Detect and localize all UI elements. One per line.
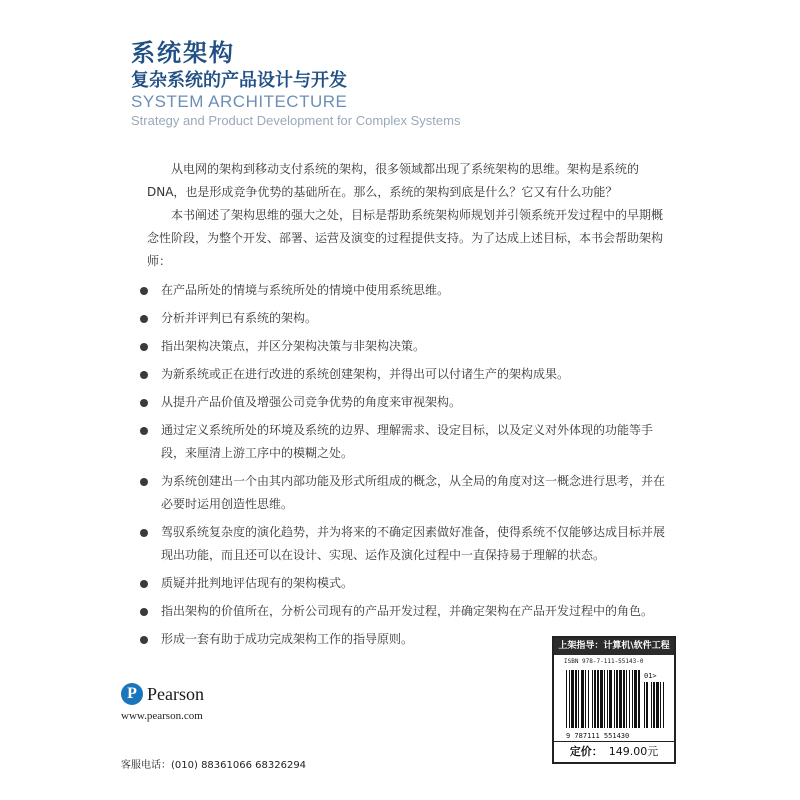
pearson-mark-icon: P	[121, 683, 143, 705]
barcode-bar	[632, 670, 633, 728]
barcode-bar	[569, 670, 570, 728]
goals-list	[135, 279, 667, 651]
list-item: 为系统创建出一个由其内部功能及形式所组成的概念，从全局的角度对这一概念进行思考，并在必要时运用创造性思维。	[135, 470, 667, 516]
barcode-bar	[566, 670, 567, 728]
bullet-icon	[140, 427, 148, 435]
intro-paragraph-2: 本书阐述了架构思维的强大之处，目标是帮助系统架构师规划并引领系统开发过程中的早期概念性阶段，为整个开发、部署、运营及演变的过程提供支持。为了达成上述目标，本书会帮助架构师：	[147, 208, 664, 268]
barcode-addon-bar	[651, 682, 652, 728]
barcode-addon: 01>	[644, 672, 657, 680]
barcode-bar	[575, 670, 577, 728]
barcode-addon-bar	[653, 682, 655, 728]
bullet-icon	[140, 478, 148, 486]
service-phone: 客服电话：(010) 88361066 68326294	[121, 760, 307, 771]
price-value: 149.00元	[608, 745, 659, 758]
barcode-addon-bar	[660, 682, 661, 728]
shelf-category: 上架指导：计算机\软件工程	[554, 638, 674, 655]
barcode-bar	[623, 670, 625, 728]
barcode-addon-bar	[663, 682, 664, 728]
barcode-bar	[619, 670, 622, 728]
bullet-icon	[140, 636, 148, 644]
bullet-icon	[140, 371, 148, 379]
barcode-bar	[597, 670, 599, 728]
price-label: 定价：	[569, 745, 603, 758]
publisher-name: Pearson	[147, 683, 204, 704]
book-title-english: SYSTEM ARCHITECTURE	[131, 92, 348, 111]
barcode-bar	[571, 670, 574, 728]
barcode-bar	[629, 670, 630, 728]
barcode-image	[564, 668, 668, 740]
isbn-text: ISBN 978-7-111-55143-0	[564, 658, 644, 665]
description-body	[147, 158, 667, 656]
barcode-bar	[604, 670, 605, 728]
list-item: 为新系统或正在进行改进的系统创建架构，并得出可以付诸生产的架构成果。	[135, 363, 667, 386]
list-item: 指出架构的价值所在，分析公司现有的产品开发过程，并确定架构在产品开发过程中的角色。	[135, 600, 667, 623]
list-item: 形成一套有助于成功完成架构工作的指导原则。	[135, 628, 667, 651]
barcode-addon-bar	[644, 682, 645, 728]
price-row	[554, 741, 674, 762]
barcode-addon-bar	[646, 682, 648, 728]
bullet-icon	[140, 343, 148, 351]
list-item: 从提升产品价值及增强公司竞争优势的角度来审视架构。	[135, 391, 667, 414]
list-item: 驾驭系统复杂度的演化趋势，并为将来的不确定因素做好准备，使得系统不仅能够达成目标并展现出功能，而且还可以在设计、实现、运作及演化过程中一直保持易于理解的状态。	[135, 521, 667, 567]
list-item: 指出架构决策点，并区分架构决策与非架构决策。	[135, 335, 667, 358]
bullet-icon	[140, 399, 148, 407]
barcode-bar	[585, 670, 586, 728]
publisher-website: www.pearson.com	[121, 710, 203, 722]
list-item: 质疑并批判地评估现有的架构模式。	[135, 572, 667, 595]
bullet-icon	[140, 315, 148, 323]
list-item: 分析并评判已有系统的架构。	[135, 307, 667, 330]
barcode-bar	[592, 670, 593, 728]
barcode-addon-bar	[656, 682, 659, 728]
barcode-panel	[552, 636, 676, 764]
bullet-icon	[140, 608, 148, 616]
book-subtitle-english: Strategy and Product Development for Complex Systems	[131, 113, 461, 128]
intro-paragraph-1: 从电网的架构到移动支付系统的架构，很多领域都出现了系统架构的思维。架构是系统的DNA，也是形成竞争优势的基础所在。那么，系统的架构到底是什么？它又有什么功能？	[147, 162, 640, 199]
barcode-bar	[578, 670, 579, 728]
barcode-bar	[600, 670, 603, 728]
barcode-bar	[626, 670, 627, 728]
barcode-bar	[588, 670, 589, 728]
barcode-bar	[581, 670, 584, 728]
barcode-bar	[616, 670, 618, 728]
barcode-bar	[638, 670, 640, 728]
barcode-digits: 9 787111 551430	[566, 732, 630, 740]
bullet-icon	[140, 529, 148, 537]
bullet-icon	[140, 287, 148, 295]
bullet-icon	[140, 580, 148, 588]
barcode-bar	[634, 670, 637, 728]
book-subtitle: 复杂系统的产品设计与开发	[131, 70, 347, 91]
list-item: 在产品所处的情境与系统所处的情境中使用系统思维。	[135, 279, 667, 302]
barcode-bar	[607, 670, 608, 728]
list-item: 通过定义系统所处的环境及系统的边界、理解需求、设定目标，以及定义对外体现的功能等手段，来厘清上游工序中的模糊之处。	[135, 419, 667, 465]
barcode-bar	[609, 670, 612, 728]
barcode-bar	[594, 670, 596, 728]
pearson-logo	[121, 683, 204, 705]
book-title: 系统架构	[131, 38, 235, 67]
barcode-bar	[614, 670, 615, 728]
